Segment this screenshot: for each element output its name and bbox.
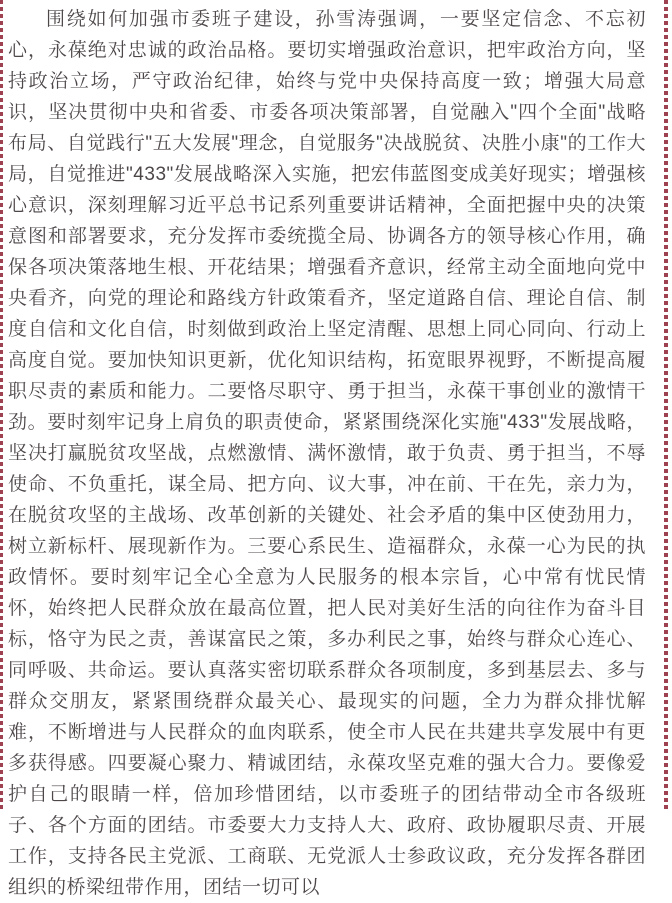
article-body (8, 0, 646, 903)
article-paragraph: 围绕如何加强市委班子建设，孙雪涛强调，一要坚定信念、不忘初心，永葆绝对忠诚的政治品格。要切实增强政治意识，把牢政治方向，坚持政治立场，严守政治纪律，始终与党中央保持高度一致；增强大局意识，坚决贯彻中央和省委、市委各项决策部署，自觉融入"四个全面"战略布局、自觉践行"五大发展"理念，自觉服务"决战脱贫、决胜小康"的工作大局，自觉推进"433"发展战略深入实施，把宏伟蓝图变成美好现实；增强核心意识，深刻理解习近平总书记系列重要讲话精神，全面把握中央的决策意图和部署要求，充分发挥市委统揽全局、协调各方的领导核心作用，确保各项决策落地生根、开花结果；增强看齐意识，经常主动全面地向党中央看齐，向党的理论和路线方针政策看齐，坚定道路自信、理论自信、制度自信和文化自信，时刻做到政治上坚定清醒、思想上同心同向、行动上高度自觉。要加快知识更新，优化知识结构，拓宽眼界视野，不断提高履职尽责的素质和能力。二要恪尽职守、勇于担当，永葆干事创业的激情干劲。要时刻牢记身上肩负的职责使命，紧紧围绕深化实施"433"发展战略，坚决打赢脱贫攻坚战，点燃激情、满怀激情，敢于负责、勇于担当，不辱使命、不负重托，谋全局、把方向、议大事，冲在前、干在先，亲力为，在脱贫攻坚的主战场、改革创新的关键处、社会矛盾的集中区使劲用力，树立新标杆、展现新作为。三要心系民生、造福群众，永葆一心为民的执政情怀。要时刻牢记全心全意为人民服务的根本宗旨，心中常有忧民情怀，始终把人民群众放在最高位置，把人民对美好生活的向往作为奋斗目标，恪守为民之责，善谋富民之策，多办利民之事，始终与群众心连心、同呼吸、共命运。要认真落实密切联系群众各项制度，多到基层去、多与群众交朋友，紧紧围绕群众最关心、最现实的问题，全力为群众排忧解难，不断增进与人民群众的血肉联系，使全市人民在共建共享发展中有更多获得感。四要凝心聚力、精诚团结，永葆攻坚克难的强大合力。要像爱护自己的眼睛一样，倍加珍惜团结，以市委班子的团结带动全市各级班子、各个方面的团结。市委要大力支持人大、政府、政协履职尽责、开展工作，支持各民主党派、工商联、无党派人士参政议政，充分发挥各群团组织的桥梁纽带作用，团结一切可以 (8, 9, 646, 898)
left-dotted-border (0, 0, 3, 810)
right-dotted-border (664, 0, 668, 810)
